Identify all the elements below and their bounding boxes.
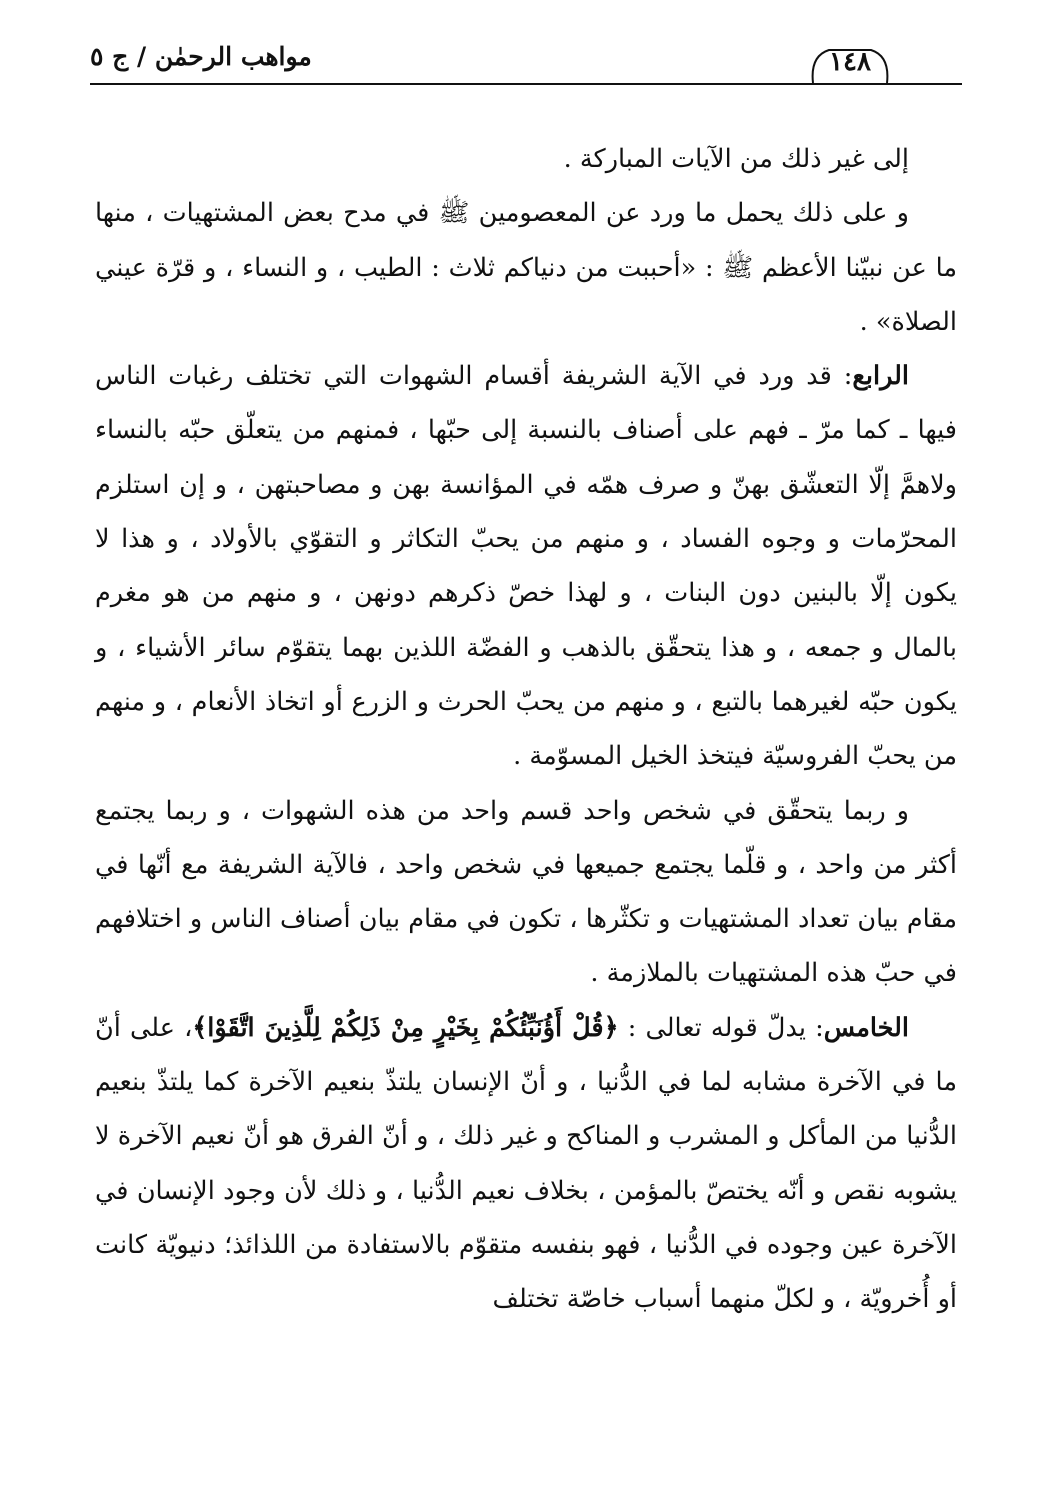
- running-title: مواهب الرحمٰن / ج ٥: [90, 42, 312, 71]
- paragraph-1: إلى غير ذلك من الآيات المباركة .: [563, 144, 909, 174]
- quranic-verse: ﴿قُلْ أَؤُنَبِّئُكُمْ بِخَيْرٍ مِنْ ذَلِكُمْ لِلَّذِينَ اتَّقَوْا﴾: [192, 1012, 619, 1043]
- paragraph-3-text: : قد ورد في الآية الشريفة أقسام الشهوات التي تختلف رغبات الناس فيها ـ كما مرّ ـ فهم على أصناف بالنسبة إلى حبّها ، فمنهم من يتعلّق حبّه بالنساء ولاهمَّ إلّا التعشّق بهنّ و صرف همّه في المؤانسة بهن و مصاحبتهن ، و إن استلزم المحرّمات و وجوه الفساد ، و منهم من يحبّ التكاثر و التقوّي بالأولاد ، و هذا لا يكون إلّا بالبنين دون البنات ، و لهذا خصّ ذكرهم دونهن ، و منهم من هو مغرم بالمال و جمعه ، و هذا يتحقّق بالذهب و الفضّة اللذين بهما يتقوّم سائر الأشياء ، و يكون حبّه لغيرهما بالتبع ، و منهم من يحبّ الحرث و الزرع أو اتخاذ الأنعام ، و منهم من يحبّ الفروسيّة فيتخذ الخيل المسوّمة .: [95, 361, 957, 772]
- paragraph-5-text: ، على أنّ ما في الآخرة مشابه لما في الدُّنيا ، و أنّ الإنسان يلتذّ بنعيم الآخرة كما يلتذّ بنعيم الدُّنيا من المأكل و المشرب و المناكح و غير ذلك ، و أنّ الفرق هو أنّ نعيم الآخرة لا يشوبه نقص و أنّه يختصّ بالمؤمن ، بخلاف نعيم الدُّنيا ، و ذلك لأن وجود الإنسان في الآخرة عين وجوده في الدُّنيا ، فهو بنفسه متقوّم بالاستفادة من اللذائذ؛ دنيويّة كانت أو أُخرويّة ، و لكلّ منهما أسباب خاصّة تختلف: [95, 1012, 957, 1315]
- section-term-fifth: الخامس: [823, 1012, 909, 1043]
- paragraph-5: [95, 1001, 957, 1327]
- page-body: [95, 132, 957, 1327]
- page-header: [90, 38, 962, 88]
- page-number-badge: [807, 44, 893, 84]
- page-number: ١٤٨: [829, 47, 871, 77]
- paragraph-4: و ربما يتحقّق في شخص واحد قسم واحد من هذه الشهوات ، و ربما يجتمع أكثر من واحد ، و قلّما يجتمع جميعها في شخص واحد ، فالآية الشريفة مع أنّها في مقام بيان تعداد المشتهيات و تكثّرها ، تكون في مقام بيان أصناف الناس و اختلافهم في حبّ هذه المشتهيات بالملازمة .: [95, 795, 957, 989]
- paragraph-2: و على ذلك يحمل ما ورد عن المعصومين ﷺ في مدح بعض المشتهيات ، منها ما عن نبيّنا الأعظم ﷺ : «أحببت من دنياكم ثلاث : الطيب ، و النساء ، و قرّة عيني الصلاة» .: [95, 198, 957, 337]
- paragraph-5-intro: : يدلّ قوله تعالى :: [627, 1012, 824, 1043]
- section-term-fourth: الرابع: [852, 361, 909, 392]
- header-rule: [90, 83, 962, 85]
- paragraph-3: [95, 349, 957, 783]
